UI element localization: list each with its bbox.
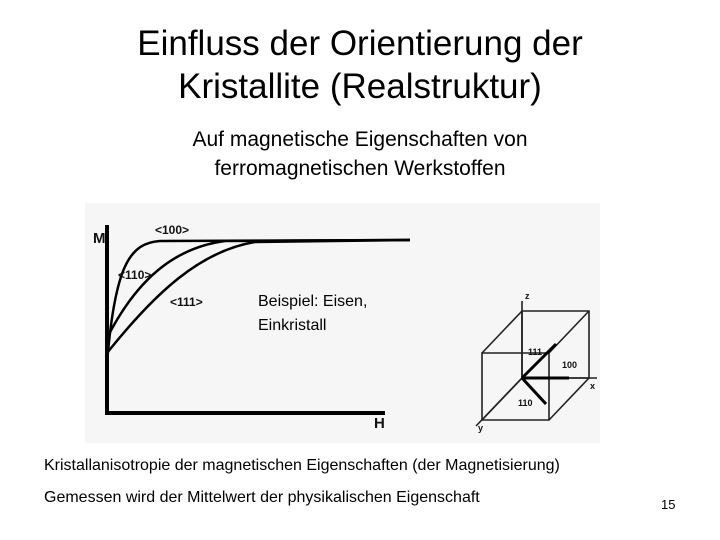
cube-direction-111: 111 — [528, 347, 543, 357]
x-axis-label: H — [374, 415, 385, 432]
cube-direction-100: 100 — [562, 360, 578, 370]
title-line-2: Kristallite (Realstruktur) — [178, 67, 542, 106]
caption-mean-value: Gemessen wird der Mittelwert der physikalischen Eigenschaft — [44, 489, 480, 506]
cube-axis-x-label: x — [590, 381, 596, 391]
slide-subtitle — [120, 125, 600, 183]
cube-axis-y-label: y — [478, 423, 484, 433]
curve-label-110: <110> — [118, 268, 152, 282]
curve-label-100: <100> — [155, 223, 190, 237]
subtitle-line-2: ferromagnetischen Werkstoffen — [214, 157, 506, 180]
cube-axis-z-label: z — [525, 291, 530, 301]
y-axis-label: M — [93, 230, 106, 247]
subtitle-line-1: Auf magnetische Eigenschaften von — [192, 128, 528, 151]
example-line-2: Einkristall — [258, 317, 327, 334]
caption-anisotropy: Kristallanisotropie der magnetischen Eigenschaften (der Magnetisierung) — [44, 457, 560, 474]
example-line-1: Beispiel: Eisen, — [258, 293, 368, 310]
curve-label-111: <111> — [170, 295, 203, 309]
page-number: 15 — [661, 497, 676, 512]
slide-title — [60, 22, 660, 108]
title-line-1: Einfluss der Orientierung der — [137, 24, 583, 63]
cube-direction-110: 110 — [518, 398, 533, 408]
example-note — [258, 290, 367, 338]
